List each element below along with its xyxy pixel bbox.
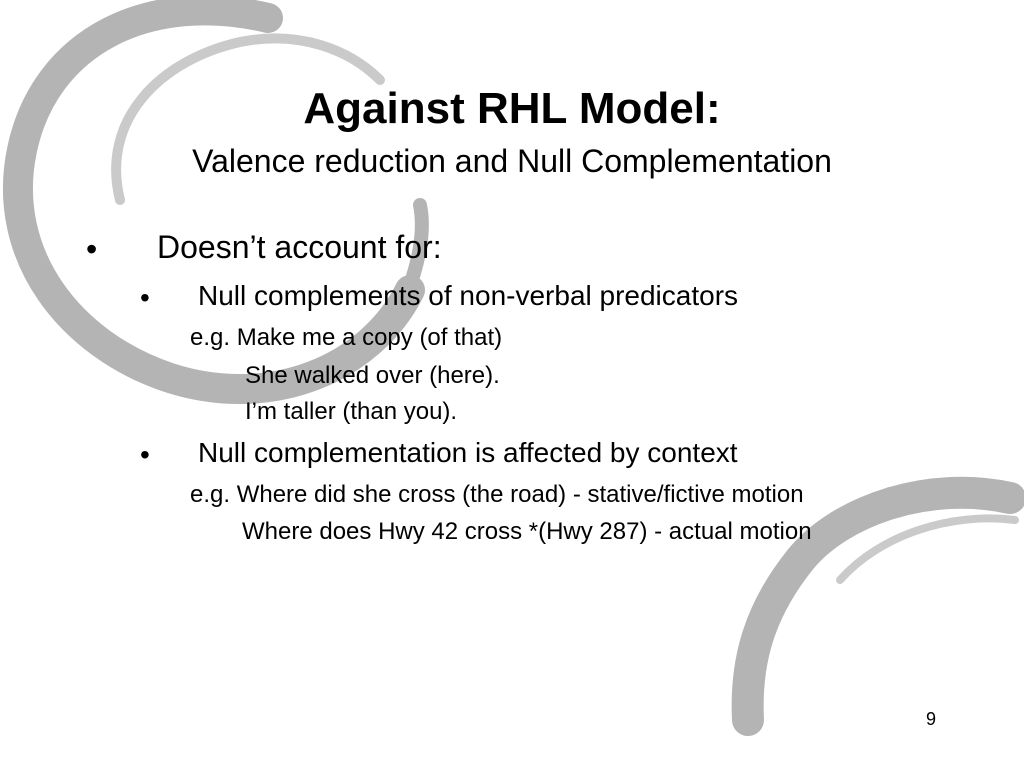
bullet-text: Doesn’t account for: — [157, 229, 442, 265]
bullet-marker: • — [86, 231, 98, 267]
example-line: I’m taller (than you). — [245, 398, 458, 425]
sub-bullet-marker: • — [140, 282, 150, 313]
example-line: e.g. Make me a copy (of that) — [190, 324, 503, 351]
example-line: Where does Hwy 42 cross *(Hwy 287) - actual motion — [242, 518, 812, 545]
example-line: She walked over (here). — [245, 362, 500, 389]
example-line: e.g. Where did she cross (the road) - stative/fictive motion — [190, 481, 804, 508]
slide-subtitle: Valence reduction and Null Complementation — [192, 143, 832, 179]
sub-bullet-text: Null complementation is affected by context — [198, 437, 738, 468]
page-number: 9 — [926, 709, 937, 729]
sub-bullet-marker: • — [140, 439, 150, 470]
slide-title: Against RHL Model: — [303, 84, 721, 133]
sub-bullet-text: Null complements of non-verbal predicators — [198, 280, 739, 311]
